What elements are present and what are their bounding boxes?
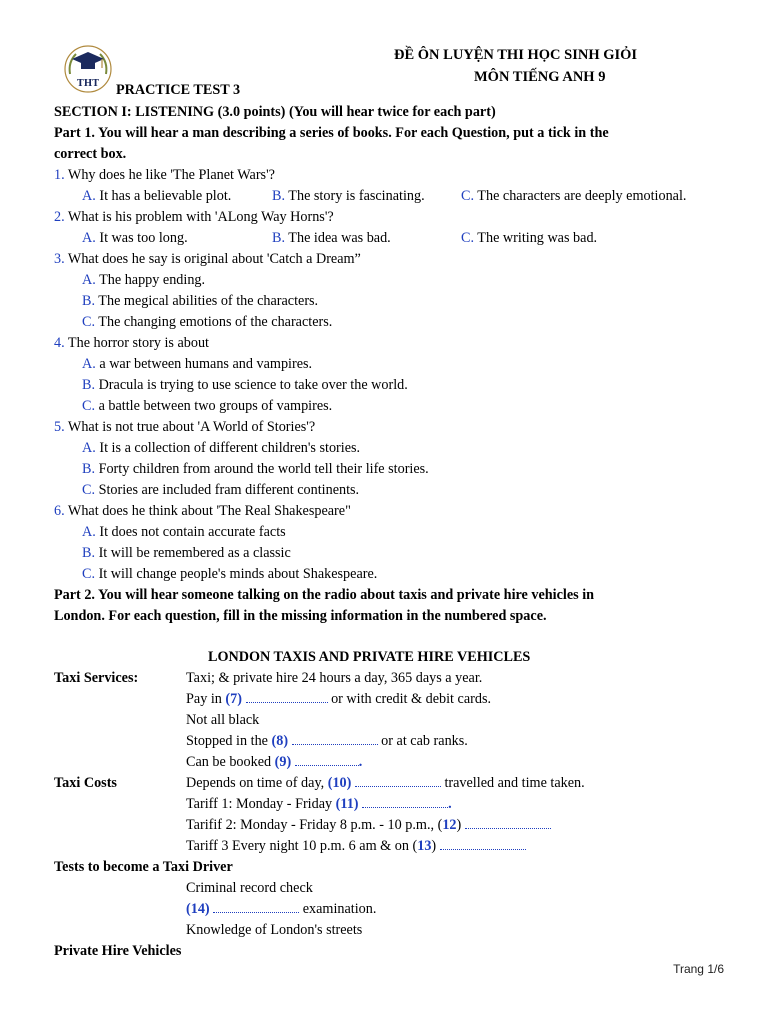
question-4: 4. The horror story is about [54, 335, 209, 351]
taxi-services-line-3: Not all black [186, 712, 260, 728]
q6-option-c[interactable]: C. It will change people's minds about Shakespeare. [82, 566, 378, 582]
blank-11[interactable] [362, 797, 448, 808]
part1-instruction-2: correct box. [54, 146, 127, 162]
taxi-costs-line-3: Tarifif 2: Monday - Friday 8 p.m. - 10 p.m., (12) [186, 817, 551, 834]
q4-option-a[interactable]: A. a war between humans and vampires. [82, 356, 313, 372]
document-title: ĐỀ ÔN LUYỆN THI HỌC SINH GIỎI [394, 47, 638, 63]
q4-option-c[interactable]: C. a battle between two groups of vampires. [82, 398, 333, 414]
blank-10[interactable] [355, 776, 441, 787]
q6-option-b[interactable]: B. It will be remembered as a classic [82, 545, 291, 561]
taxi-costs-label: Taxi Costs [54, 775, 117, 791]
q5-option-c[interactable]: C. Stories are included fram different continents. [82, 482, 360, 498]
taxi-services-line-4: Stopped in the (8) or at cab ranks. [186, 733, 468, 749]
part1-instruction-1: Part 1. You will hear a man describing a series of books. For each Question, put a tick in the [54, 125, 609, 141]
blank-13[interactable] [440, 839, 526, 850]
part2-instruction-2: London. For each question, fill in the missing information in the numbered space. [54, 608, 547, 624]
taxi-services-line-2: Pay in (7) or with credit & debit cards. [186, 691, 492, 707]
blank-12[interactable] [465, 818, 551, 829]
tests-line-3: Knowledge of London's streets [186, 922, 363, 938]
taxi-costs-line-1: Depends on time of day, (10) travelled and time taken. [186, 775, 585, 791]
question-2: 2. What is his problem with 'ALong Way Horns'? [54, 209, 334, 225]
taxi-costs-line-2: Tariff 1: Monday - Friday (11) . [186, 796, 452, 812]
table-title: LONDON TAXIS AND PRIVATE HIRE VEHICLES [208, 649, 531, 665]
q3-option-c[interactable]: C. The changing emotions of the characters. [82, 314, 333, 330]
section-heading: SECTION I: LISTENING (3.0 points) (You will hear twice for each part) [54, 104, 496, 120]
taxi-services-line-5: Can be booked (9) . [186, 754, 363, 770]
q3-option-b[interactable]: B. The megical abilities of the characters. [82, 293, 319, 309]
q1-option-c[interactable]: C. The characters are deeply emotional. [461, 188, 687, 204]
taxi-services-label: Taxi Services: [54, 670, 139, 686]
q2-option-c[interactable]: C. The writing was bad. [461, 230, 598, 246]
test-title: PRACTICE TEST 3 [116, 82, 241, 98]
blank-9[interactable] [295, 755, 359, 766]
tests-label: Tests to become a Taxi Driver [54, 859, 233, 875]
blank-14[interactable] [213, 902, 299, 913]
q5-option-b[interactable]: B. Forty children from around the world tell their life stories. [82, 461, 429, 477]
page-number: Trang 1/6 [673, 962, 724, 976]
question-1: 1. Why does he like 'The Planet Wars'? [54, 167, 275, 183]
q2-option-b[interactable]: B. The idea was bad. [272, 230, 391, 246]
blank-8[interactable] [292, 734, 378, 745]
q2-option-a[interactable]: A. It was too long. [82, 230, 188, 246]
taxi-costs-line-4: Tariff 3 Every night 10 p.m. 6 am & on (13) [186, 838, 526, 855]
q1-option-b[interactable]: B. The story is fascinating. [272, 188, 425, 204]
tests-line-1: Criminal record check [186, 880, 313, 896]
question-3: 3. What does he say is original about 'Catch a Dream” [54, 251, 361, 267]
blank-7[interactable] [246, 692, 328, 703]
private-hire-label: Private Hire Vehicles [54, 943, 182, 959]
q1-option-a[interactable]: A. It has a believable plot. [82, 188, 232, 204]
q5-option-a[interactable]: A. It is a collection of different children's stories. [82, 440, 361, 456]
question-6: 6. What does he think about 'The Real Shakespeare" [54, 503, 351, 519]
document-subtitle: MÔN TIẾNG ANH 9 [474, 69, 606, 85]
school-logo [62, 44, 114, 94]
taxi-services-line-1: Taxi; & private hire 24 hours a day, 365 days a year. [186, 670, 483, 686]
q6-option-a[interactable]: A. It does not contain accurate facts [82, 524, 286, 540]
q3-option-a[interactable]: A. The happy ending. [82, 272, 206, 288]
question-5: 5. What is not true about 'A World of Stories'? [54, 419, 316, 435]
part2-instruction-1: Part 2. You will hear someone talking on the radio about taxis and private hire vehicles in [54, 587, 595, 603]
logo-text: THT [77, 79, 99, 89]
tests-line-2: (14) examination. [186, 901, 377, 917]
q4-option-b[interactable]: B. Dracula is trying to use science to take over the world. [82, 377, 408, 393]
